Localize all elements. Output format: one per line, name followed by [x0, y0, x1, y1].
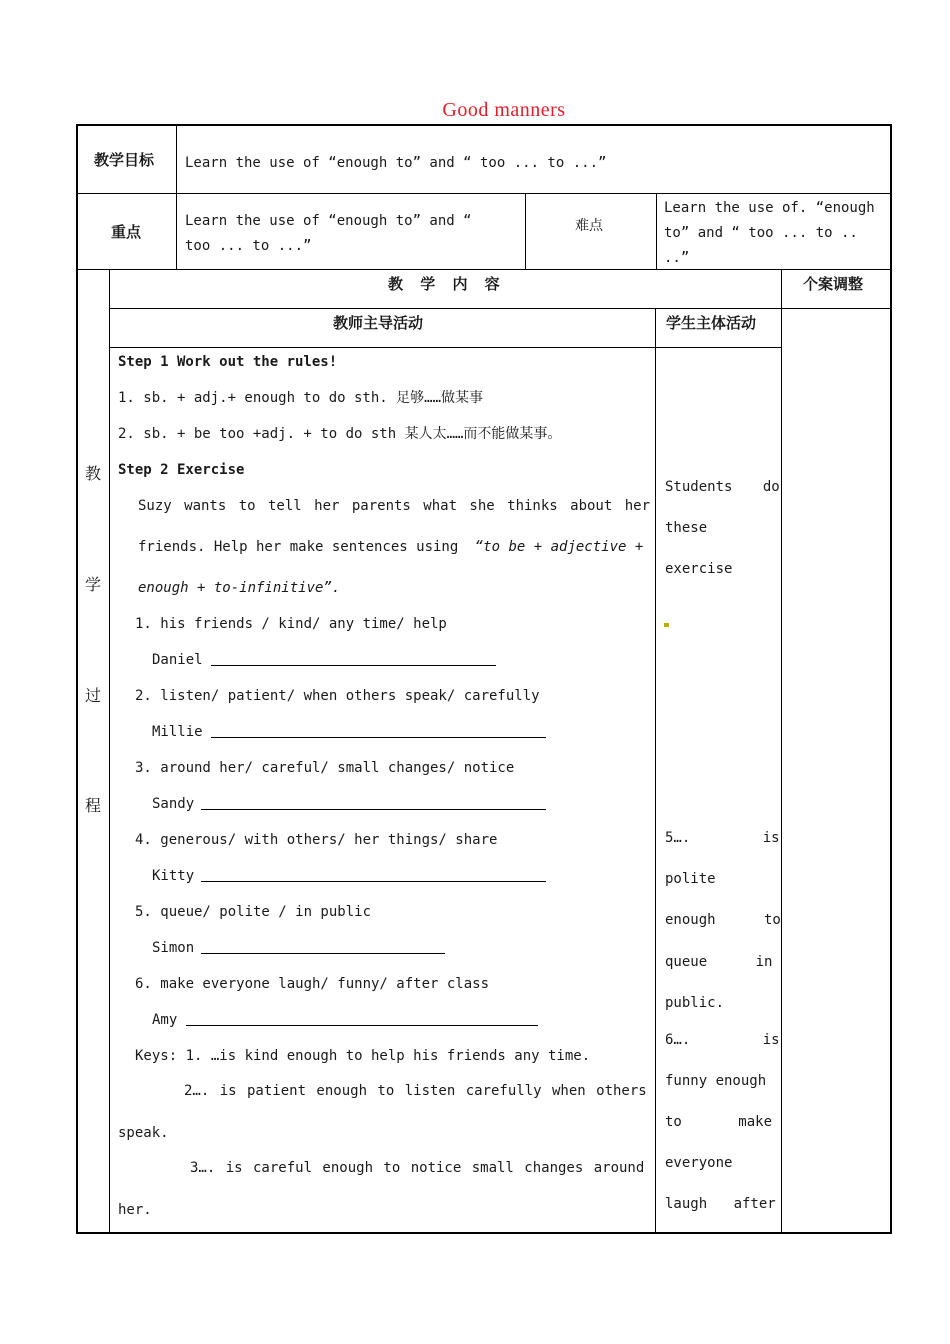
intro-text: friends. Help her make sentences using: [138, 539, 459, 555]
exercise-name-3: Sandy: [152, 796, 195, 812]
row-divider: [109, 308, 891, 309]
keys-line-3: 3…. is careful enough to notice small changes around: [190, 1160, 645, 1176]
student-answer: 5…. is: [665, 830, 780, 846]
objective-label: 教学目标: [94, 151, 155, 169]
key-point-text-2: too ... to ...”: [185, 238, 312, 254]
table-border-top: [76, 124, 892, 126]
exercise-name-1: Daniel: [152, 652, 203, 668]
process-label-1: 教: [85, 464, 102, 483]
exercise-intro-3: enough + to-infinitive”.: [138, 580, 341, 596]
exercise-prompt-6: 6. make everyone laugh/ funny/ after class: [135, 976, 490, 992]
exercise-prompt-1: 1. his friends / kind/ any time/ help: [135, 616, 447, 632]
col-divider: [656, 193, 657, 270]
student-header: 学生主体活动: [666, 314, 757, 332]
answer-blank-3[interactable]: [201, 809, 546, 810]
answer-blank-1[interactable]: [211, 665, 496, 666]
student-line: [665, 478, 780, 496]
difficult-point-text-3: ..”: [664, 250, 690, 266]
exercise-name-6: Amy: [152, 1012, 178, 1028]
step2-heading: Step 2 Exercise: [118, 462, 245, 478]
row-divider: [76, 269, 892, 270]
answer-blank-6[interactable]: [186, 1025, 538, 1026]
process-label-2: 学: [85, 575, 102, 594]
page-title: Good manners: [442, 99, 566, 121]
keys-line-2: 2…. is patient enough to listen carefully when others: [184, 1083, 647, 1099]
exercise-name-2: Millie: [152, 724, 203, 740]
col-divider: [781, 269, 782, 1233]
student-answer: public.: [665, 995, 725, 1011]
difficult-point-label: 难点: [575, 218, 603, 234]
objective-text: Learn the use of “enough to” and “ too ... to ...”: [185, 155, 607, 171]
key-point-label: 重点: [111, 223, 142, 241]
col-divider: [109, 269, 110, 1233]
col-divider: [176, 124, 177, 270]
exercise-intro-2: [138, 538, 643, 556]
process-label-4: 程: [85, 796, 102, 815]
exercise-prompt-2: 2. listen/ patient/ when others speak/ carefully: [135, 688, 540, 704]
process-label-3: 过: [85, 686, 102, 705]
student-answer: queue in: [665, 954, 773, 970]
exercise-prompt-3: 3. around her/ careful/ small changes/ notice: [135, 760, 515, 776]
exercise-name-5: Simon: [152, 940, 195, 956]
exercise-intro-1: [138, 497, 651, 515]
student-answer: everyone: [665, 1155, 733, 1171]
keys-line-2b: speak.: [118, 1125, 169, 1141]
student-word: Students do: [665, 479, 780, 495]
table-border-left: [76, 124, 78, 1234]
table-border-right: [890, 124, 892, 1234]
row-divider: [76, 193, 892, 194]
col-divider: [655, 308, 656, 1233]
difficult-point-text-1: Learn the use of. “enough: [664, 200, 875, 216]
answer-blank-5[interactable]: [201, 953, 445, 954]
rule-1: 1. sb. + adj.+ enough to do sth. 足够……做某事: [118, 390, 484, 406]
student-answer: enough to: [665, 912, 781, 928]
adjust-header: 个案调整: [803, 275, 864, 293]
answer-blank-4[interactable]: [201, 881, 546, 882]
intro-formula: “to be + adjective +: [474, 539, 644, 555]
student-line: exercise: [665, 561, 733, 577]
exercise-prompt-4: 4. generous/ with others/ her things/ share: [135, 832, 498, 848]
student-answer: to make: [665, 1114, 773, 1130]
student-answer: polite: [665, 871, 716, 887]
intro-line: Suzy wants to tell her parents what she thinks about her: [138, 498, 651, 514]
keys-line-3b: her.: [118, 1202, 152, 1218]
exercise-prompt-5: 5. queue/ polite / in public: [135, 904, 372, 920]
student-line: these: [665, 520, 708, 536]
student-answer: funny enough: [665, 1073, 767, 1089]
key-point-text-1: Learn the use of “enough to” and “: [185, 213, 472, 229]
col-divider: [525, 193, 526, 270]
answer-blank-2[interactable]: [211, 737, 546, 738]
content-header: 教 学 内 容: [388, 275, 506, 293]
exercise-name-4: Kitty: [152, 868, 195, 884]
row-divider: [109, 347, 781, 348]
rule-2: 2. sb. + be too +adj. + to do sth 某人太……而不能做某事。: [118, 426, 562, 442]
step1-heading: Step 1 Work out the rules!: [118, 354, 338, 370]
difficult-point-text-2: to” and “ too ... to ..: [664, 225, 858, 241]
student-answer: 6…. is: [665, 1032, 780, 1048]
dot-mark: [664, 623, 669, 627]
student-answer: laugh after: [665, 1196, 776, 1212]
keys-line-1: Keys: 1. …is kind enough to help his friends any time.: [135, 1048, 591, 1064]
table-border-bottom: [76, 1232, 892, 1234]
teacher-header: 教师主导活动: [333, 314, 424, 332]
